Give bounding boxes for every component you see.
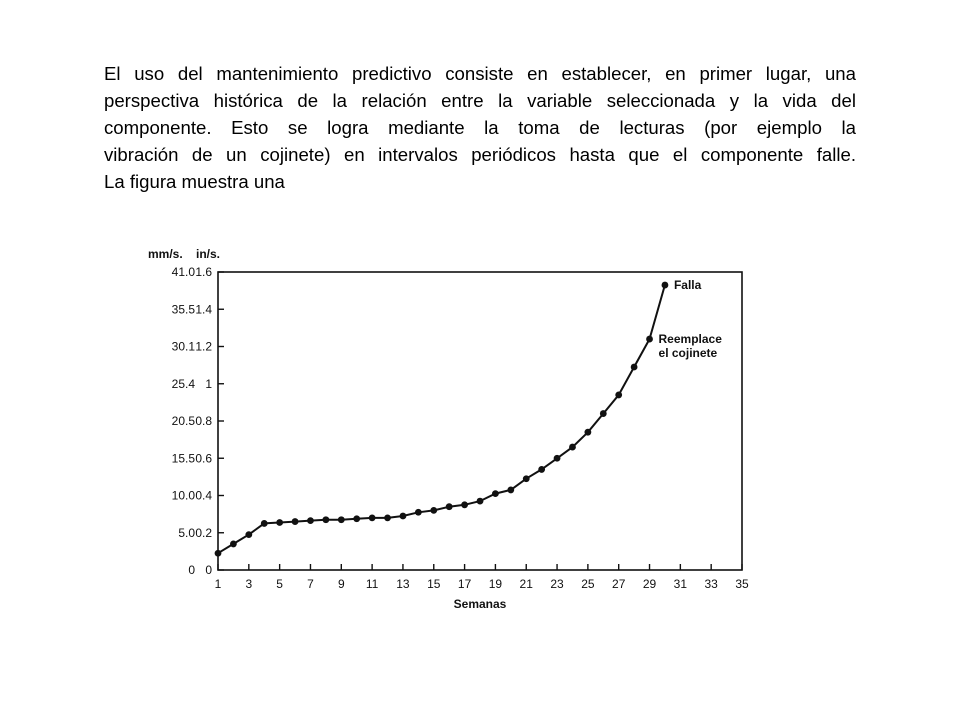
data-point — [245, 531, 252, 538]
data-point — [662, 282, 669, 289]
data-point — [307, 517, 314, 524]
x-tick-label: 7 — [307, 577, 314, 591]
x-tick-label: 3 — [245, 577, 253, 591]
data-point — [461, 501, 468, 508]
x-tick-label: 27 — [612, 577, 626, 591]
data-point — [600, 410, 607, 417]
data-point — [584, 429, 591, 436]
x-tick-label: 23 — [550, 577, 564, 591]
x-tick-label: 33 — [704, 577, 718, 591]
x-tick-label: 9 — [337, 577, 345, 591]
data-point — [338, 516, 345, 523]
x-tick-label: 35 — [735, 577, 749, 591]
annotation-label: Reemplace — [658, 332, 722, 347]
data-point — [492, 490, 499, 497]
y-tick-label-in: 1.4 — [195, 302, 212, 317]
y-tick-label-in: 0.2 — [195, 525, 212, 540]
y-tick-label-mm: 25.4 — [171, 376, 195, 391]
y-tick-label-mm: 35.5 — [171, 302, 195, 317]
data-point — [276, 519, 283, 526]
paragraph-line: perspectiva histórica de la relación entre la variable seleccionada y la vida del — [104, 90, 856, 111]
y-tick-label-mm: 30.1 — [171, 339, 195, 354]
data-point — [569, 444, 576, 451]
x-tick-label: 13 — [396, 577, 410, 591]
paragraph-line: componente. Esto se logra mediante la toma de lecturas (por ejemplo la — [104, 117, 856, 138]
annotation-label: Falla — [673, 278, 702, 293]
data-point — [415, 509, 422, 516]
y-tick-label-in: 1.2 — [195, 339, 212, 354]
y-tick-label-mm: 15.5 — [171, 451, 195, 466]
y-tick-label-in: 1 — [205, 376, 212, 391]
paragraph-line: El uso del mantenimiento predictivo consiste en establecer, en primer lugar, una — [104, 63, 856, 84]
x-tick-label: 15 — [427, 577, 441, 591]
data-point — [631, 364, 638, 371]
annotation-label: el cojinete — [658, 346, 718, 361]
y-tick-label-in: 0.8 — [195, 414, 212, 428]
x-tick-label: 1 — [214, 577, 222, 591]
y-tick-label-in: 1.6 — [195, 265, 212, 279]
y-tick-label-mm: 5.0 — [178, 525, 195, 540]
data-point — [507, 487, 514, 494]
data-point — [369, 514, 376, 521]
data-point — [430, 507, 437, 514]
paragraph-line: vibración de un cojinete) en intervalos periódicos hasta que el componente falle. — [104, 144, 856, 165]
y-tick-label-in: 0.4 — [195, 488, 212, 503]
data-point — [646, 336, 653, 343]
data-point — [353, 515, 360, 522]
y-axis-label-in: in/s. — [196, 247, 221, 261]
x-tick-label: 5 — [276, 577, 283, 591]
data-point — [292, 518, 299, 525]
x-tick-label: 29 — [642, 577, 657, 591]
y-axis-label-mm: mm/s. — [148, 247, 183, 261]
data-point — [230, 541, 237, 548]
x-axis-label: Semanas — [453, 597, 507, 611]
y-tick-label-mm: 10.0 — [171, 488, 195, 503]
y-tick-label-in: 0.6 — [195, 451, 212, 466]
y-tick-label-mm: 0 — [188, 563, 195, 577]
x-tick-label: 25 — [581, 577, 595, 591]
data-point — [538, 466, 545, 473]
y-tick-label-mm: 20.5 — [171, 414, 195, 428]
data-point — [554, 455, 561, 462]
paragraph-line: La figura muestra una — [104, 171, 285, 192]
x-tick-label: 31 — [673, 577, 688, 591]
data-point — [477, 498, 484, 505]
y-tick-label-in: 0 — [205, 563, 212, 577]
data-point — [400, 513, 407, 520]
y-tick-label-mm: 41.0 — [171, 265, 195, 279]
data-point — [446, 503, 453, 510]
x-tick-label: 21 — [519, 577, 533, 591]
data-point — [322, 516, 329, 523]
x-tick-label: 17 — [457, 577, 472, 591]
x-tick-label: 19 — [488, 577, 503, 591]
data-point — [615, 392, 622, 399]
series-line — [218, 285, 665, 553]
data-point — [384, 514, 391, 521]
data-point — [523, 475, 530, 482]
data-point — [261, 520, 268, 527]
data-point — [215, 550, 222, 557]
x-tick-label: 11 — [365, 577, 379, 591]
plot-frame — [218, 272, 742, 570]
